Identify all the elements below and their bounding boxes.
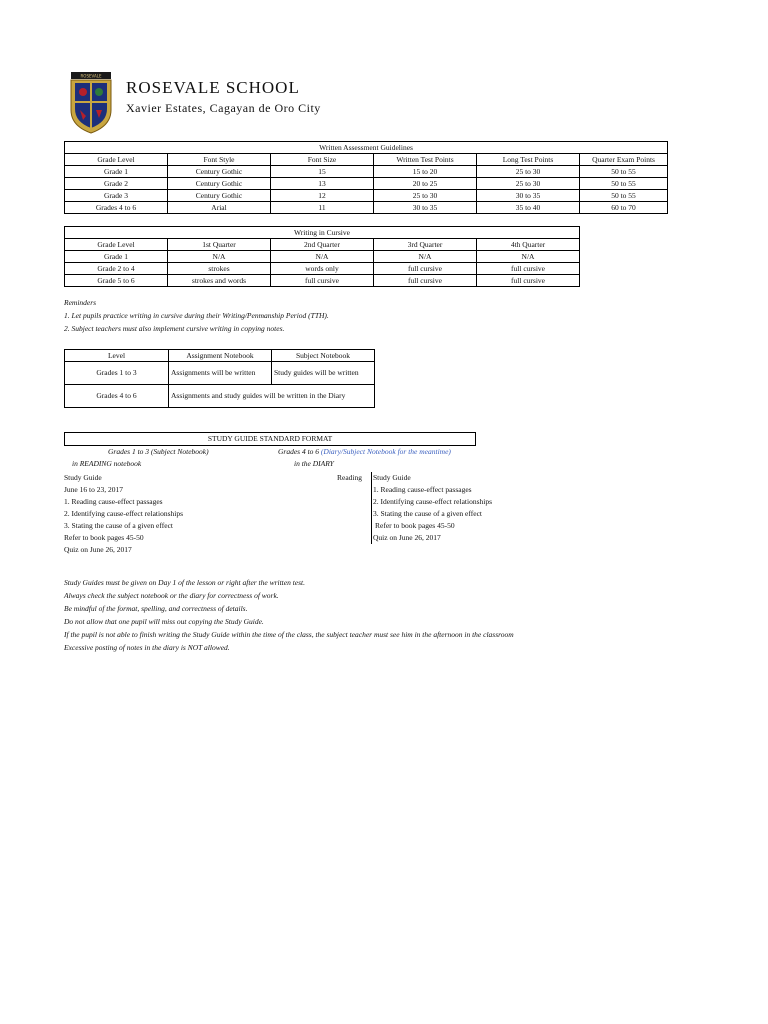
study-guide-line: 2. Identifying cause-effect relationships bbox=[64, 509, 183, 518]
table-cell: Assignments and study guides will be written in the Diary bbox=[169, 385, 375, 408]
left-caption: Grades 1 to 3 (Subject Notebook) bbox=[108, 447, 209, 456]
note-item: Be mindful of the format, spelling, and correctness of details. bbox=[64, 604, 248, 613]
table-cell: Grades 4 to 6 bbox=[65, 385, 169, 408]
column-header: Assignment Notebook bbox=[169, 350, 272, 362]
table-cell: 25 to 30 bbox=[374, 190, 477, 202]
table-cell: Grade 2 to 4 bbox=[65, 263, 168, 275]
table-cell: N/A bbox=[271, 251, 374, 263]
study-guide-line: Quiz on June 26, 2017 bbox=[64, 545, 132, 554]
reminders-heading: Reminders bbox=[64, 298, 97, 307]
table-cell: full cursive bbox=[374, 275, 477, 287]
table-cell: Grades 1 to 3 bbox=[65, 362, 169, 385]
table-cell: N/A bbox=[477, 251, 580, 263]
study-guide-line: 2. Identifying cause-effect relationships bbox=[373, 497, 492, 506]
study-guide-line: Refer to book pages 45-50 bbox=[375, 521, 455, 530]
school-header bbox=[68, 70, 368, 136]
reminders bbox=[64, 296, 329, 335]
left-caption-2: in READING notebook bbox=[72, 459, 142, 468]
study-guide-line: 1. Reading cause-effect passages bbox=[64, 497, 163, 506]
reading-label: Reading bbox=[337, 473, 362, 482]
column-header: Quarter Exam Points bbox=[580, 154, 668, 166]
column-header: Font Style bbox=[168, 154, 271, 166]
table-cell: Grade 2 bbox=[65, 178, 168, 190]
study-guide-line: Study Guide bbox=[64, 473, 102, 482]
table-cell: Grade 3 bbox=[65, 190, 168, 202]
table-cell: Study guides will be written bbox=[272, 362, 375, 385]
table-cell: 15 to 20 bbox=[374, 166, 477, 178]
study-guide-left bbox=[64, 472, 183, 556]
right-caption-note: (Diary/Subject Notebook for the meantime) bbox=[320, 447, 451, 456]
table-cell: Arial bbox=[168, 202, 271, 214]
crest-label: ROSEVALE bbox=[80, 73, 102, 79]
table-row bbox=[65, 263, 580, 275]
column-header: Written Test Points bbox=[374, 154, 477, 166]
column-header: Grade Level bbox=[65, 239, 168, 251]
school-crest-logo bbox=[68, 72, 114, 134]
table-row bbox=[65, 275, 580, 287]
table-cell: 50 to 55 bbox=[580, 190, 668, 202]
table-cell: words only bbox=[271, 263, 374, 275]
table-cell: full cursive bbox=[477, 275, 580, 287]
note-item: Study Guides must be given on Day 1 of the lesson or right after the written test. bbox=[64, 578, 306, 587]
table-cell: 30 to 35 bbox=[477, 190, 580, 202]
table-cell: Assignments will be written bbox=[169, 362, 272, 385]
notebooks-table bbox=[64, 349, 375, 408]
table-cell: Grade 5 to 6 bbox=[65, 275, 168, 287]
study-guide-right bbox=[373, 472, 492, 544]
table-cell: Century Gothic bbox=[168, 166, 271, 178]
table-row bbox=[65, 178, 668, 190]
table-cell: Grade 1 bbox=[65, 251, 168, 263]
column-header: Subject Notebook bbox=[272, 350, 375, 362]
table-cell: 35 to 40 bbox=[477, 202, 580, 214]
guideline-notes bbox=[64, 576, 514, 654]
table-row bbox=[65, 251, 580, 263]
cursive-table bbox=[64, 226, 580, 287]
table-cell: N/A bbox=[374, 251, 477, 263]
table-cell: 60 to 70 bbox=[580, 202, 668, 214]
table-cell: strokes and words bbox=[168, 275, 271, 287]
column-header: 2nd Quarter bbox=[271, 239, 374, 251]
study-guide-line: 3. Stating the cause of a given effect bbox=[373, 509, 482, 518]
note-item: If the pupil is not able to finish writing the Study Guide within the time of the class, the subject teacher must see him in the afternoon in the classroom bbox=[64, 630, 514, 639]
reminder-item: 1. Let pupils practice writing in cursive during their Writing/Penmanship Period (TTH). bbox=[64, 311, 329, 320]
table-cell: full cursive bbox=[374, 263, 477, 275]
study-guide-title: STUDY GUIDE STANDARD FORMAT bbox=[64, 432, 476, 446]
right-caption-2: in the DIARY bbox=[294, 459, 334, 468]
table-cell: 50 to 55 bbox=[580, 166, 668, 178]
table-cell: N/A bbox=[168, 251, 271, 263]
column-header: Long Test Points bbox=[477, 154, 580, 166]
table-cell: 50 to 55 bbox=[580, 178, 668, 190]
table-cell: 20 to 25 bbox=[374, 178, 477, 190]
table-cell: Grade 1 bbox=[65, 166, 168, 178]
table-row bbox=[65, 202, 668, 214]
school-address: Xavier Estates, Cagayan de Oro City bbox=[126, 101, 321, 115]
table-cell: Century Gothic bbox=[168, 190, 271, 202]
note-item: Excessive posting of notes in the diary is NOT allowed. bbox=[64, 643, 230, 652]
study-guide-line: June 16 to 23, 2017 bbox=[64, 485, 123, 494]
table-row bbox=[65, 362, 375, 385]
table-cell: Century Gothic bbox=[168, 178, 271, 190]
column-divider bbox=[371, 472, 372, 544]
column-header: Level bbox=[65, 350, 169, 362]
column-header: Font Size bbox=[271, 154, 374, 166]
table-cell: strokes bbox=[168, 263, 271, 275]
right-caption-grades: Grades 4 to 6 bbox=[278, 447, 320, 456]
column-header: 1st Quarter bbox=[168, 239, 271, 251]
note-item: Do not allow that one pupil will miss out copying the Study Guide. bbox=[64, 617, 264, 626]
note-item: Always check the subject notebook or the diary for correctness of work. bbox=[64, 591, 279, 600]
right-caption bbox=[278, 446, 451, 458]
column-header: Grade Level bbox=[65, 154, 168, 166]
table-cell: full cursive bbox=[477, 263, 580, 275]
table-cell: 25 to 30 bbox=[477, 178, 580, 190]
table-cell: 25 to 30 bbox=[477, 166, 580, 178]
table-cell: 15 bbox=[271, 166, 374, 178]
table-row bbox=[65, 166, 668, 178]
table-title: Written Assessment Guidelines bbox=[65, 142, 668, 154]
study-guide-line: 3. Stating the cause of a given effect bbox=[64, 521, 173, 530]
reminder-item: 2. Subject teachers must also implement cursive writing in copying notes. bbox=[64, 324, 285, 333]
table-title: Writing in Cursive bbox=[65, 227, 580, 239]
study-guide-line: Refer to book pages 45-50 bbox=[64, 533, 144, 542]
study-guide-line: Quiz on June 26, 2017 bbox=[373, 533, 441, 542]
table-cell: 12 bbox=[271, 190, 374, 202]
study-guide-line: Study Guide bbox=[373, 473, 411, 482]
table-cell: full cursive bbox=[271, 275, 374, 287]
column-header: 4th Quarter bbox=[477, 239, 580, 251]
table-cell: 11 bbox=[271, 202, 374, 214]
table-row bbox=[65, 190, 668, 202]
written-assessment-table bbox=[64, 141, 668, 214]
table-row bbox=[65, 385, 375, 408]
school-name: ROSEVALE SCHOOL bbox=[126, 78, 300, 97]
study-guide-line: 1. Reading cause-effect passages bbox=[373, 485, 472, 494]
column-header: 3rd Quarter bbox=[374, 239, 477, 251]
table-cell: Grades 4 to 6 bbox=[65, 202, 168, 214]
table-cell: 13 bbox=[271, 178, 374, 190]
table-cell: 30 to 35 bbox=[374, 202, 477, 214]
